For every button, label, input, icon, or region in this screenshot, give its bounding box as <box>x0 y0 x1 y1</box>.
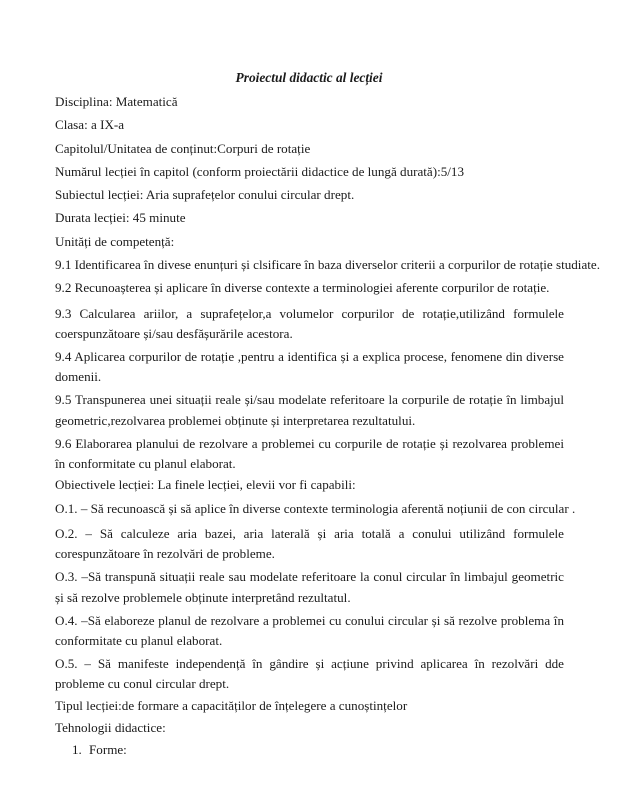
objective-item: O.5. – Să manifeste independență în gândire și acțiune privind aplicarea în rezolvări dde probleme cu conul circular drept. <box>55 656 564 692</box>
lesson-type-line: Tipul lecției:de formare a capacităților de înțelegere a cunoștințelor <box>55 697 408 713</box>
technologies-list-item <box>55 742 564 764</box>
competence-item: 9.2 Recunoașterea și aplicare în diverse contexte a terminologiei aferente corpurilor de rotație. <box>55 280 550 296</box>
list-number: 1. <box>72 741 82 757</box>
competence-item: 9.1 Identificarea în divese enunțuri și clsificare în baza diverselor criterii a corpurilor de rotație studiate. <box>55 257 600 273</box>
document-title: Proiectul didactic al lecției <box>235 70 383 85</box>
objective-item: O.1. – Să recunoască și să aplice în diverse contexte terminologia aferentă noțiunii de con circular . <box>55 500 576 516</box>
technologies-heading: Tehnologii didactice: <box>55 719 166 735</box>
competence-units-heading: Unități de competență: <box>55 233 175 249</box>
subject-line: Subiectul lecției: Aria suprafețelor conului circular drept. <box>55 187 355 203</box>
objective-item: O.2. – Să calculeze aria bazei, aria laterală și aria totală a conului utilizând formulele corespunzătoare în rezolvări de probleme. <box>55 525 564 562</box>
class-line: Clasa: a IX-a <box>55 117 125 133</box>
list-label: Forme: <box>89 741 127 757</box>
discipline-line: Disciplina: Matematică <box>55 94 178 109</box>
competence-item: 9.4 Aplicarea corpurilor de rotație ,pentru a identifica și a explica procese, fenomene din diverse domenii. <box>55 349 564 385</box>
competence-item: 9.3 Calcularea ariilor, a suprafețelor,a volumelor corpurilor de rotație,utilizând formulele coerspunzătoare și/sau desfășurările acestora. <box>55 305 564 341</box>
objective-item: O.4. –Să elaboreze planul de rezolvare a problemei cu conului circular și să rezolve problema în conformitate cu planul elaborat. <box>55 612 564 648</box>
lesson-number-line: Numărul lecției în capitol (conform proiectării didactice de lungă durată):5/13 <box>55 163 465 179</box>
duration-line: Durata lecției: 45 minute <box>55 210 186 226</box>
objectives-heading: Obiectivele lecției: La finele lecției, elevii vor fi capabili: <box>55 477 356 493</box>
document-body <box>55 94 600 764</box>
chapter-line: Capitolul/Unitatea de conținut:Corpuri de rotație <box>55 140 311 156</box>
objective-item: O.3. –Să transpună situații reale sau modelate referitoare la conul circular în limbajul geometric și să rezolve problemele obținute interpretând rezultatul. <box>55 569 564 605</box>
competence-item: 9.6 Elaborarea planului de rezolvare a problemei cu corpurile de rotație și rezolvarea problemei în conformitate cu planul elaborat. <box>55 435 564 472</box>
competence-item: 9.5 Transpunerea unei situații reale și/sau modelate referitoare la corpurile de rotație în limbajul geometric,rezolvarea problemei obținute și interpretarea rezultatului. <box>55 392 564 428</box>
